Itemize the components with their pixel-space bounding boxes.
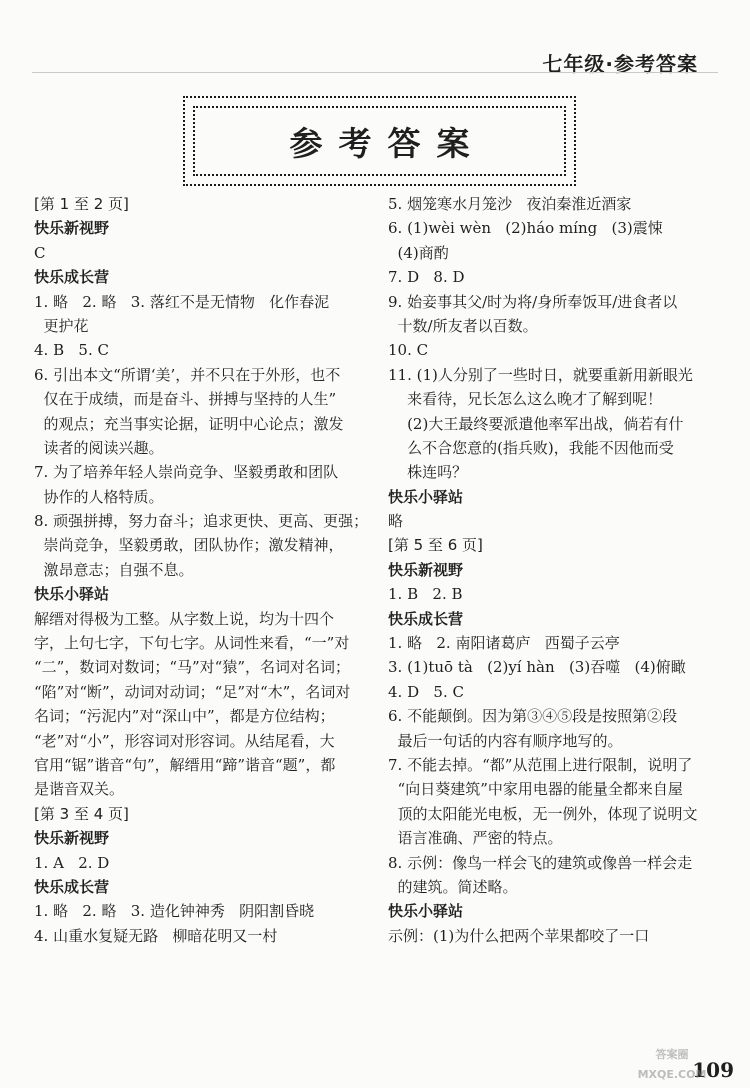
answer-line: 6. 不能颠倒。因为第③④⑤段是按照第②段 (388, 707, 678, 726)
answer-line: 1. 略 2. 略 3. 造化钟神秀 阴阳割昏晓 (34, 902, 315, 921)
answer-line: 顶的太阳能光电板，无一例外，体现了说明文 (388, 804, 698, 823)
page-number: 109 (692, 1058, 734, 1082)
answer-line: 官用“锯”谐音“句”，解缙用“蹄”谐音“题”，都 (34, 755, 336, 774)
right-column (388, 192, 718, 948)
answer-line: 7. 为了培养年轻人崇尚竞争、坚毅勇敢和团队 (34, 463, 339, 482)
answer-line: 字，上句七字，下句七字。从词性来看，“一”对 (34, 634, 350, 653)
answer-line: 8. 示例：像鸟一样会飞的建筑或像兽一样会走 (388, 853, 693, 872)
watermark-line2: MXQE.COM (637, 1068, 707, 1081)
watermark-logo (602, 1040, 742, 1085)
header-title: 七年级·参考答案 (542, 52, 698, 76)
answer-line: (4)商酌 (388, 243, 449, 262)
left-column (34, 192, 369, 948)
answer-line: 示例：(1)为什么把两个苹果都咬了一口 (388, 926, 650, 945)
answer-line: 1. A 2. D (34, 853, 110, 872)
answer-line: 1. 略 2. 南阳诸葛庐 西蜀子云亭 (388, 634, 620, 653)
section-heading: 快乐成长营 (388, 609, 464, 628)
answer-line: “向日葵建筑”中家用电器的能量全都来自屋 (388, 780, 683, 799)
header-rule (32, 72, 718, 73)
answer-line: 6. 引出本文“所谓‘美’，并不只在于外形，也不 (34, 365, 341, 384)
title-banner (183, 96, 576, 186)
section-heading: 快乐小驿站 (388, 487, 464, 506)
answer-line: “二”，数词对数词；“马”对“猿”，名词对名词； (34, 658, 351, 677)
answer-line: 株连吗？ (388, 463, 468, 482)
answer-line: (2)大王最终要派遣他率军出战，倘若有什 (388, 414, 684, 433)
answer-line: 读者的阅读兴趣。 (34, 438, 164, 457)
banner-title: 参考答案 (289, 123, 486, 163)
answer-line: 7. 不能去掉。“都”从范围上进行限制，说明了 (388, 755, 693, 774)
watermark-line1: 答案圈 (655, 1048, 689, 1061)
section-heading: 快乐小驿站 (388, 902, 464, 921)
answer-line: “老”对“小”，形容词对形容词。从结尾看，大 (34, 731, 335, 750)
answer-line: 么不合您意的(指兵败)，我能不因他而受 (388, 438, 674, 457)
answer-line: 是谐音双关。 (34, 780, 125, 799)
answer-line: 的建筑。简述略。 (388, 877, 518, 896)
answer-line: 仅在于成绩，而是奋斗、拼搏与坚持的人生” (34, 390, 337, 409)
section-heading: 快乐新视野 (34, 829, 110, 848)
answer-line: 4. D 5. C (388, 682, 464, 701)
answer-line: 7. D 8. D (388, 268, 465, 287)
answer-line: 崇尚竞争，坚毅勇敢，团队协作；激发精神， (34, 536, 344, 555)
answer-line: 来看待，兄长怎么这么晚才了解到呢！ (388, 390, 663, 409)
answer-line: 4. B 5. C (34, 341, 109, 360)
page-range-label: [第 5 至 6 页] (388, 536, 483, 555)
section-heading: 快乐成长营 (34, 877, 110, 896)
answer-line: 协作的人格特质。 (34, 487, 164, 506)
answer-line: 解缙对得极为工整。从字数上说，均为十四个 (34, 609, 335, 628)
page-range-label: [第 1 至 2 页] (34, 195, 129, 213)
answer-line: 6. (1)wèi wèn (2)háo míng (3)震悚 (388, 219, 663, 238)
answer-line: 4. 山重水复疑无路 柳暗花明又一村 (34, 926, 278, 945)
answer-line: 9. 始妾事其父/时为将/身所奉饭耳/进食者以 (388, 292, 678, 311)
answer-line: 最后一句话的内容有顺序地写的。 (388, 731, 623, 750)
answer-line: 5. 烟笼寒水月笼沙 夜泊秦淮近酒家 (388, 195, 632, 213)
answer-line: “陷”对“断”，动词对动词；“足”对“木”，名词对 (34, 682, 351, 701)
answer-line: 更护花 (34, 316, 89, 335)
answer-line: 8. 顽强拼搏，努力奋斗；追求更快、更高、更强； (34, 512, 369, 531)
answer-line: 名词；“污泥内”对“深山中”，都是方位结构； (34, 707, 335, 726)
section-heading: 快乐成长营 (34, 268, 110, 287)
answer-line: 激昂意志；自强不息。 (34, 560, 194, 579)
answer-line: 11. (1)人分别了一些时日，就要重新用新眼光 (388, 365, 693, 384)
answer-line: C (34, 243, 46, 262)
answer-line: 1. 略 2. 略 3. 落红不是无情物 化作春泥 (34, 292, 330, 311)
page-range-label: [第 3 至 4 页] (34, 804, 129, 823)
answer-line: 略 (388, 512, 404, 531)
answer-line: 3. (1)tuō tà (2)yí hàn (3)吞噬 (4)俯瞰 (388, 658, 686, 677)
section-heading: 快乐新视野 (34, 219, 110, 238)
answer-line: 十数/所友者以百数。 (388, 316, 538, 335)
answer-line: 1. B 2. B (388, 585, 463, 604)
answer-line: 10. C (388, 341, 429, 360)
section-heading: 快乐新视野 (388, 560, 464, 579)
section-heading: 快乐小驿站 (34, 585, 110, 604)
answer-line: 的观点；充当事实论据，证明中心论点；激发 (34, 414, 344, 433)
answer-line: 语言准确、严密的特点。 (388, 829, 563, 848)
